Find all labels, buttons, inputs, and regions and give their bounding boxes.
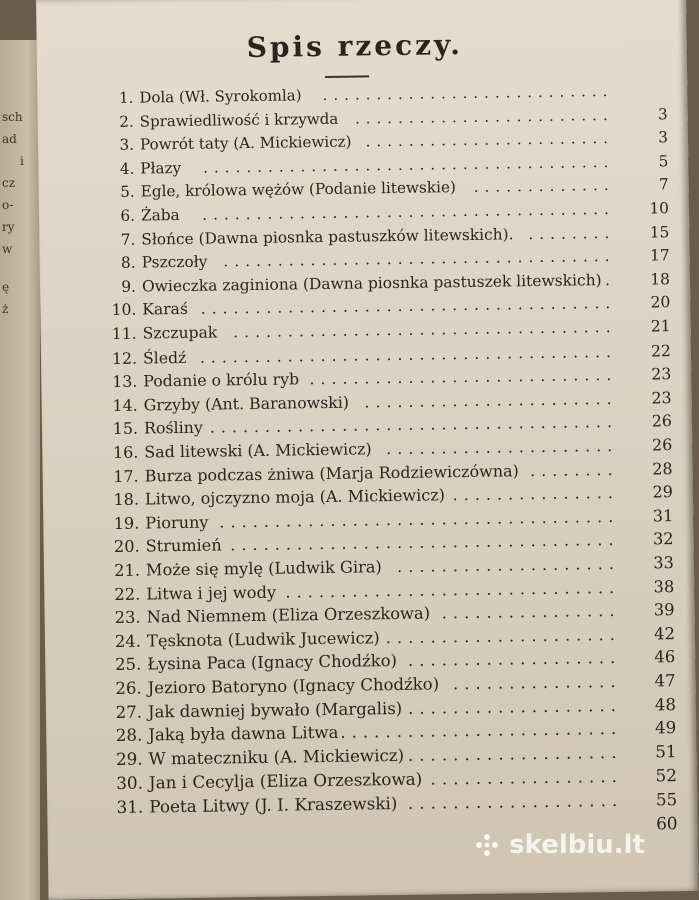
dot-leader: ................... [407, 695, 623, 718]
toc-title: Jezioro Batoryno (Ignacy Chodźko) [147, 674, 440, 698]
toc-number: 27. [115, 702, 143, 722]
toc-number: 7. [120, 230, 136, 249]
toc-title: W mateczniku (A. Mickiewicz) [148, 745, 405, 769]
book-page [36, 0, 699, 900]
toc-number: 9. [121, 277, 137, 296]
dot-leader: ........................ [354, 105, 614, 128]
left-fragment: ry [2, 220, 15, 234]
toc-title: Tęsknota (Ludwik Jucewicz) [146, 628, 380, 651]
toc-title: Jak dawniej bywało (Margalis) [147, 698, 403, 722]
toc-page-number: 31 [652, 505, 674, 526]
toc-title: Egle, królowa wężów (Podanie litewskie) [140, 178, 457, 201]
dot-leader: ........................... [322, 81, 614, 105]
toc-number: 12. [111, 348, 138, 368]
toc-page-number: 3 [658, 128, 669, 147]
toc-number: 28. [115, 725, 143, 746]
toc-title: Sad litewski (A. Mickiewicz) [144, 439, 372, 462]
toc-page-number: 26 [651, 435, 673, 455]
toc-title: Podanie o królu ryb [143, 369, 300, 391]
toc-page-number: 10 [649, 199, 670, 218]
toc-title: Litwa i jej wody [146, 582, 277, 604]
dot-leader: ....................... [365, 129, 615, 151]
toc-number: 16. [112, 442, 139, 462]
toc-number: 18. [113, 489, 140, 510]
toc-page-number: 46 [654, 647, 676, 667]
toc-title: Sprawiedliwość i krzywda [139, 109, 339, 131]
toc-page-number: 28 [652, 458, 673, 479]
toc-page-number: 18 [650, 269, 671, 289]
toc-number [107, 820, 143, 821]
toc-number: 3. [119, 135, 135, 155]
dot-leader: ............. [473, 176, 615, 197]
dot-leader: ............... [452, 671, 622, 694]
dot-leader: ............... [452, 483, 620, 505]
toc-number: 21. [114, 560, 141, 580]
watermark [473, 830, 645, 860]
toc-page-number: 32 [652, 529, 674, 549]
dot-leader: ...................................... [199, 341, 618, 367]
toc-title: Grzyby (Ant. Baranowski) [143, 392, 350, 415]
dot-leader: .................................... [223, 247, 616, 271]
toc-page-number: 38 [653, 576, 675, 597]
watermark-text: skelbiu.lt [509, 830, 645, 860]
toc-number: 17. [113, 466, 139, 486]
toc-number: 10. [111, 301, 137, 320]
toc-title: Rośliny [143, 418, 203, 438]
toc-number: 6. [120, 206, 136, 225]
left-fragment: ę [2, 280, 10, 294]
dot-leader: ...................................... [202, 199, 616, 224]
toc-page-number: 22 [650, 340, 672, 361]
toc-title: Owieczka zaginiona (Dawna piosnka pastuszek litewskich) [141, 270, 602, 296]
toc-page-number: 21 [650, 317, 671, 336]
dot-leader: ..................... [386, 435, 619, 459]
toc-number: 25. [115, 654, 142, 675]
toc-page-number: 55 [655, 789, 678, 810]
dot-leader: ....................... [364, 388, 618, 412]
toc-page-number [619, 81, 667, 82]
toc-title: Słońce (Dawna piosnka pastuszków litewskich). [141, 224, 514, 249]
toc-page-number: 5 [658, 151, 669, 171]
toc-title: Strumień [145, 535, 222, 556]
toc-number: 13. [112, 371, 138, 392]
toc-page-number: 23 [651, 387, 672, 408]
left-fragment: w [2, 242, 13, 256]
toc-number: 5. [120, 183, 135, 202]
toc-page-number: 60 [655, 812, 678, 834]
toc-title: Burza podczas żniwa (Marja Rodziewiczówna) [144, 460, 519, 486]
toc-number: 24. [114, 631, 142, 651]
title-underline [325, 75, 369, 78]
toc-page-number: 39 [653, 600, 675, 620]
toc-number: 14. [112, 395, 138, 415]
left-fragment: i [20, 154, 24, 168]
dot-leader: ................................... [230, 530, 620, 555]
toc-number: 11. [111, 324, 137, 343]
toc-page-number: 17 [649, 246, 670, 265]
toc-page-number: 20 [650, 293, 671, 312]
dot-leader: ................................... [233, 317, 617, 342]
toc-number: 1. [118, 88, 134, 107]
toc-page-number: 33 [653, 553, 675, 573]
table-of-contents [97, 81, 678, 834]
toc-number: 30. [116, 772, 144, 794]
toc-title: Płazy [140, 158, 182, 178]
dot-leader: ................ [441, 601, 621, 623]
toc-number: 20. [113, 536, 140, 557]
toc-title: Poeta Litwy (J. I. Kraszewski) [149, 793, 398, 817]
dot-leader: ......................... [340, 719, 623, 743]
toc-title: Żaba [140, 206, 180, 225]
toc-page-number: 52 [655, 765, 678, 786]
dot-leader: .................................... [219, 506, 620, 532]
toc-number: 19. [113, 513, 140, 533]
left-fragment: ż [2, 302, 9, 316]
toc-title: Nad Niemnem (Eliza Orzeszkowa) [146, 603, 431, 627]
toc-title: Pszczoły [141, 252, 208, 272]
toc-number: 29. [115, 749, 143, 769]
toc-page-number: 29 [652, 482, 674, 502]
toc-title: Śledź [142, 347, 187, 368]
toc-number: 2. [119, 112, 134, 131]
toc-page-number: 23 [651, 364, 672, 384]
toc-page-number: 42 [653, 623, 676, 644]
toc-page-number: 26 [651, 411, 673, 431]
dot-leader: ............................ [309, 365, 618, 389]
dot-leader: ................. [430, 766, 624, 789]
toc-title: Karaś [142, 300, 188, 319]
toc-title: Dola (Wł. Syrokomla) [139, 86, 302, 107]
dot-leader: . [604, 270, 617, 289]
toc-title: Pioruny [145, 512, 209, 533]
dot-leader: ................... [407, 648, 622, 671]
dot-leader: ................... [407, 742, 623, 765]
left-fragment: sch [2, 110, 23, 124]
left-fragment: o- [2, 198, 14, 212]
left-fragment: ad [2, 132, 17, 146]
toc-page-number: 15 [649, 222, 670, 242]
toc-title: Łysina Paca (Ignacy Chodźko) [147, 651, 398, 674]
toc-number: 22. [114, 584, 141, 604]
toc-page-number: 7 [658, 175, 669, 194]
toc-title: Jan i Cecylja (Eliza Orzeszkowa) [148, 769, 423, 793]
toc-number: 8. [120, 253, 136, 273]
toc-page-number: 3 [657, 104, 668, 123]
dot-leader: .................... [396, 553, 621, 577]
toc-title: Jaką była dawna Litwa [148, 723, 339, 745]
left-fragment: cz [2, 176, 16, 190]
toc-number: 23. [114, 607, 141, 628]
toc-page-number: 47 [654, 671, 676, 691]
toc-number: 4. [119, 159, 135, 178]
toc-title: Szczupak [142, 323, 218, 343]
toc-number: 26. [115, 678, 142, 698]
dot-leader: ................... [407, 789, 624, 813]
toc-page-number: 49 [654, 718, 677, 738]
dot-leader: .............................. [285, 577, 621, 602]
dot-leader: ..................... [385, 624, 622, 647]
dot-leader: ...................................... [200, 294, 617, 319]
toc-page-number: 51 [655, 741, 677, 762]
toc-title: Litwo, ojczyzno moja (A. Mickiewicz) [144, 485, 446, 509]
toc-number: 15. [112, 419, 139, 439]
toc-title: Powrót taty (A. Mickiewicz) [139, 132, 352, 154]
dots-flower-icon [473, 831, 501, 859]
page-title: Spis rzeczy. [246, 28, 464, 65]
toc-page-number: 48 [654, 694, 677, 715]
dot-leader: ........ [529, 459, 619, 480]
dot-leader: ........ [528, 223, 616, 243]
dot-leader: ..................................... [209, 412, 619, 438]
dot-leader: ...................................... [202, 152, 615, 177]
toc-number: 31. [116, 796, 144, 817]
left-page-edge [0, 40, 40, 900]
toc-title: Może się mylę (Ludwik Gira) [145, 557, 382, 580]
